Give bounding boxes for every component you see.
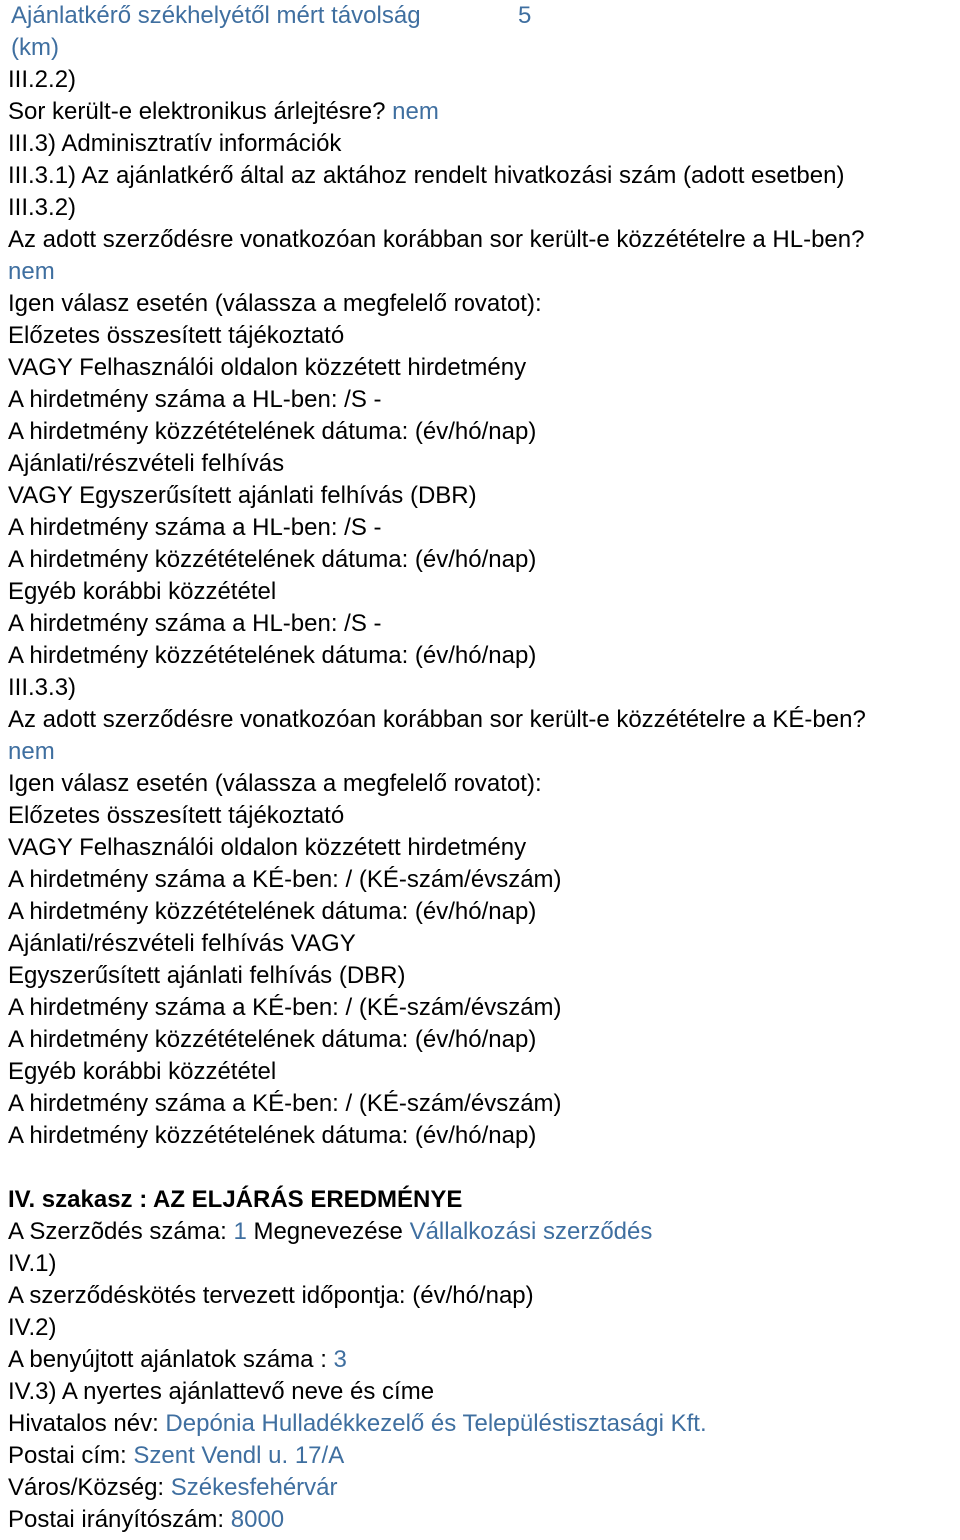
official-name-row [8,1408,960,1440]
distance-value: 5 [518,2,532,29]
hl-line: A hirdetmény közzétételének dátuma: (év/hó/nap) [8,418,537,445]
hl-line: A hirdetmény száma a HL-ben: /S - [8,386,382,413]
city-label: Város/Község: [8,1474,165,1501]
zip-row [8,1504,960,1536]
auction-answer: nem [392,98,439,125]
offers-count-label: A benyújtott ajánlatok száma : [8,1346,327,1373]
hl-line: Egyéb korábbi közzététel [8,578,277,605]
contract-number-value: 1 [233,1218,247,1245]
zip-value: 8000 [230,1506,285,1533]
city-row [8,1472,960,1504]
distance-label-line1: Ajánlatkérő székhelyétől mért távolság [11,2,421,29]
official-name-value: Depónia Hulladékkezelő és Településtisztasági Kft. [165,1410,707,1437]
zip-label: Postai irányítószám: [8,1506,225,1533]
ke-line: A hirdetmény közzétételének dátuma: (év/hó/nap) [8,1122,537,1149]
hl-line: A hirdetmény száma a HL-ben: /S - [8,610,382,637]
contract-date-text: A szerződéskötés tervezett időpontja: (év/hó/nap) [8,1282,534,1309]
distance-label-line2: (km) [11,34,59,61]
section-heading-iii-3-2: III.3.2) [8,194,77,221]
auction-question-text: Sor került-e elektronikus árlejtésre? [8,98,386,125]
contract-name-value: Vállalkozási szerződés [409,1218,653,1245]
distance-row [8,0,960,64]
contract-row [8,1216,960,1248]
hl-line: A hirdetmény közzétételének dátuma: (év/hó/nap) [8,546,537,573]
offers-count-value: 3 [333,1346,347,1373]
section-heading-iii-3: III.3) Adminisztratív információk [8,130,342,157]
contract-number-label: A Szerzõdés száma: [8,1218,227,1245]
section-item-iii-3-1: III.3.1) Az ajánlatkérő által az aktához rendelt hivatkozási szám (adott esetben) [8,162,845,189]
offers-count-row [8,1344,960,1376]
auction-question [8,96,960,128]
ke-line: Előzetes összesített tájékoztató [8,802,345,829]
postal-address-value: Szent Vendl u. 17/A [133,1442,345,1469]
postal-address-row [8,1440,960,1472]
contract-name-label: Megnevezése [253,1218,403,1245]
hl-line: Előzetes összesített tájékoztató [8,322,345,349]
hl-line: VAGY Felhasználói oldalon közzétett hirdetmény [8,354,527,381]
section-heading-iii-2-2: III.2.2) [8,66,77,93]
hl-line: Ajánlati/részvételi felhívás [8,450,285,477]
official-name-label: Hivatalos név: [8,1410,159,1437]
hl-line: A hirdetmény közzétételének dátuma: (év/hó/nap) [8,642,537,669]
ke-line: Egyéb korábbi közzététel [8,1058,277,1085]
ke-line: Ajánlati/részvételi felhívás VAGY [8,930,356,957]
hl-line: A hirdetmény száma a HL-ben: /S - [8,514,382,541]
ke-line: VAGY Felhasználói oldalon közzétett hirdetmény [8,834,527,861]
ke-question: Az adott szerződésre vonatkozóan korábban sor került-e közzétételre a KÉ-ben? [8,706,866,733]
ke-line: Egyszerűsített ajánlati felhívás (DBR) [8,962,406,989]
hl-line: VAGY Egyszerűsített ajánlati felhívás (DBR) [8,482,477,509]
section-heading-iv-3: IV.3) A nyertes ajánlattevő neve és címe [8,1378,435,1405]
ke-line: A hirdetmény közzétételének dátuma: (év/hó/nap) [8,898,537,925]
ke-answer: nem [8,738,55,765]
ke-line: A hirdetmény száma a KÉ-ben: / (KÉ-szám/évszám) [8,994,562,1021]
section-title-iv: IV. szakasz : AZ ELJÁRÁS EREDMÉNYE [8,1186,463,1213]
postal-address-label: Postai cím: [8,1442,127,1469]
ke-line: A hirdetmény száma a KÉ-ben: / (KÉ-szám/évszám) [8,1090,562,1117]
city-value: Székesfehérvár [170,1474,338,1501]
hl-answer: nem [8,258,55,285]
section-heading-iv-1: IV.1) [8,1250,57,1277]
section-spacer [8,1152,960,1184]
ke-line: A hirdetmény száma a KÉ-ben: / (KÉ-szám/évszám) [8,866,562,893]
ke-line: A hirdetmény közzétételének dátuma: (év/hó/nap) [8,1026,537,1053]
section-heading-iii-3-3: III.3.3) [8,674,77,701]
section-heading-iv-2: IV.2) [8,1314,57,1341]
hl-line: Igen válasz esetén (válassza a megfelelő rovatot): [8,290,542,317]
ke-line: Igen válasz esetén (válassza a megfelelő rovatot): [8,770,542,797]
hl-question: Az adott szerződésre vonatkozóan korábban sor került-e közzétételre a HL-ben? [8,226,865,253]
